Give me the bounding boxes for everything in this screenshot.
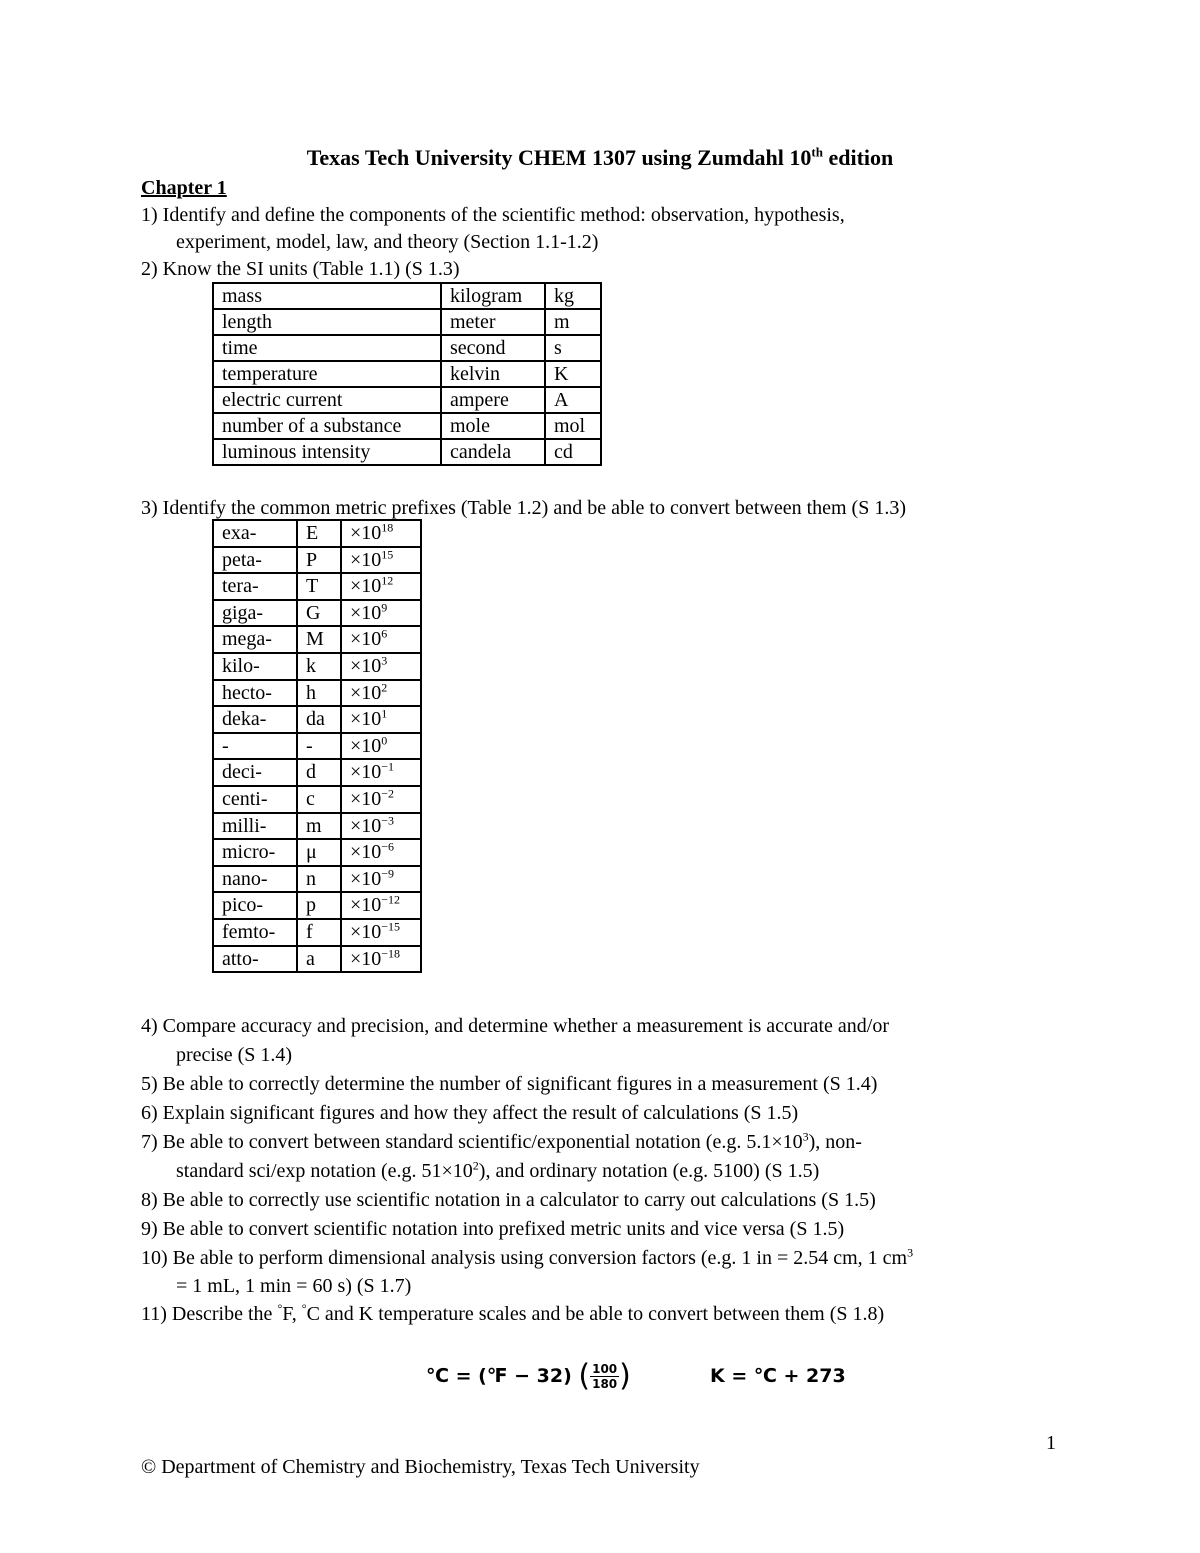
si-units-row (213, 309, 601, 335)
objective-4-line-2: precise (S 1.4) (176, 1044, 293, 1066)
prefix-symbol-cell: k (297, 653, 341, 680)
prefix-row (213, 706, 421, 733)
si-units-row (213, 335, 601, 361)
prefix-row (213, 547, 421, 574)
objective-2: 2) Know the SI units (Table 1.1) (S 1.3) (141, 258, 460, 280)
si-quantity-cell: number of a substance (213, 413, 441, 439)
prefix-factor-cell: $\times 10^{-3}$ (341, 813, 421, 840)
prefix-factor-cell: $\times 10^{12}$ (341, 573, 421, 600)
prefix-name-cell: femto- (213, 919, 297, 946)
prefix-factor-cell: $\times 10^{-18}$ (341, 946, 421, 973)
metric-prefix-table (212, 519, 422, 973)
objective-6: 6) Explain significant figures and how they affect the result of calculations (S 1.5) (141, 1102, 799, 1124)
si-unit-symbol-cell: K (545, 361, 601, 387)
si-unit-symbol-cell: m (545, 309, 601, 335)
prefix-symbol-cell: f (297, 919, 341, 946)
prefix-name-cell: kilo- (213, 653, 297, 680)
equation-paren: ( (578, 1358, 591, 1394)
objective-4-line-1: 4) Compare accuracy and precision, and determine whether a measurement is accurate and/or (141, 1015, 889, 1037)
si-quantity-cell: luminous intensity (213, 439, 441, 465)
si-unit-name-cell: candela (441, 439, 545, 465)
objective-9: 9) Be able to convert scientific notation into prefixed metric units and vice versa (S 1.5) (141, 1218, 845, 1240)
prefix-name-cell: hecto- (213, 680, 297, 707)
prefix-factor-cell: $\times 10^{-12}$ (341, 892, 421, 919)
prefix-symbol-cell: M (297, 626, 341, 653)
prefix-symbol-cell: da (297, 706, 341, 733)
prefix-row (213, 919, 421, 946)
prefix-symbol-cell: d (297, 759, 341, 786)
prefix-symbol-cell: c (297, 786, 341, 813)
celsius-conversion-equation: ℃ = (℉ − 32) ( $\frac{100}{180}$ ) (426, 1358, 631, 1394)
prefix-name-cell: exa- (213, 520, 297, 547)
prefix-name-cell: deci- (213, 759, 297, 786)
prefix-row (213, 946, 421, 973)
si-unit-symbol-cell: A (545, 387, 601, 413)
prefix-name-cell: peta- (213, 547, 297, 574)
si-quantity-cell: length (213, 309, 441, 335)
si-quantity-cell: time (213, 335, 441, 361)
equation-paren: ) (619, 1358, 631, 1394)
prefix-name-cell: atto- (213, 946, 297, 973)
prefix-row (213, 759, 421, 786)
fraction: $\frac{100}{180}$ (592, 1362, 618, 1391)
prefix-name-cell: - (213, 733, 297, 760)
prefix-symbol-cell: μ (297, 839, 341, 866)
prefix-row (213, 866, 421, 893)
prefix-symbol-cell: m (297, 813, 341, 840)
prefix-factor-cell: $\times 10^0$ (341, 733, 421, 760)
prefix-name-cell: tera- (213, 573, 297, 600)
prefix-factor-cell: $\times 10^1$ (341, 706, 421, 733)
prefix-row (213, 786, 421, 813)
si-quantity-cell: mass (213, 283, 441, 309)
page-title: Texas Tech University CHEM 1307 using Zumdahl 10th edition (306, 144, 894, 170)
objective-7-line-1: 7) Be able to convert between standard scientific/exponential notation (e.g. $5.1\times 10^3$), non- (141, 1129, 862, 1153)
si-quantity-cell: electric current (213, 387, 441, 413)
prefix-name-cell: centi- (213, 786, 297, 813)
si-unit-name-cell: kilogram (441, 283, 545, 309)
objective-1-line-2: experiment, model, law, and theory (Section 1.1-1.2) (176, 231, 599, 253)
si-units-row (213, 387, 601, 413)
si-unit-name-cell: second (441, 335, 545, 361)
prefix-name-cell: nano- (213, 866, 297, 893)
prefix-row (213, 680, 421, 707)
prefix-factor-cell: $\times 10^{-6}$ (341, 839, 421, 866)
prefix-name-cell: micro- (213, 839, 297, 866)
prefix-factor-cell: $\times 10^{-15}$ (341, 919, 421, 946)
prefix-factor-cell: $\times 10^2$ (341, 680, 421, 707)
prefix-name-cell: milli- (213, 813, 297, 840)
prefix-symbol-cell: p (297, 892, 341, 919)
objective-11: 11) Describe the °F, °C and K temperature scales and be able to convert between them (S 1.8) (141, 1301, 885, 1325)
objective-7-line-2: standard sci/exp notation (e.g. $51\times 10^2$), and ordinary notation (e.g. 5100) (S 1.5) (176, 1158, 820, 1182)
prefix-row (213, 733, 421, 760)
prefix-row (213, 573, 421, 600)
prefix-symbol-cell: P (297, 547, 341, 574)
chapter-heading: Chapter 1 (141, 177, 227, 199)
prefix-symbol-cell: a (297, 946, 341, 973)
objective-10-line-1: 10) Be able to perform dimensional analysis using conversion factors (e.g. 1 in = 2.54 cm, 1 $cm^3$ (141, 1245, 914, 1269)
footer-copyright: © Department of Chemistry and Biochemistry, Texas Tech University (141, 1456, 700, 1478)
si-units-row (213, 413, 601, 439)
prefix-factor-cell: $\times 10^6$ (341, 626, 421, 653)
si-unit-name-cell: mole (441, 413, 545, 439)
si-units-row (213, 361, 601, 387)
si-unit-name-cell: ampere (441, 387, 545, 413)
si-unit-symbol-cell: cd (545, 439, 601, 465)
prefix-symbol-cell: h (297, 680, 341, 707)
prefix-name-cell: mega- (213, 626, 297, 653)
prefix-factor-cell: $\times 10^{15}$ (341, 547, 421, 574)
si-unit-name-cell: meter (441, 309, 545, 335)
prefix-name-cell: pico- (213, 892, 297, 919)
prefix-symbol-cell: - (297, 733, 341, 760)
prefix-name-cell: deka- (213, 706, 297, 733)
prefix-row (213, 600, 421, 627)
si-units-table (212, 282, 602, 466)
prefix-row (213, 892, 421, 919)
page-number: 1 (1046, 1432, 1056, 1454)
objective-3: 3) Identify the common metric prefixes (Table 1.2) and be able to convert between them (S 1.3) (141, 497, 906, 519)
prefix-row (213, 520, 421, 547)
si-units-row (213, 439, 601, 465)
kelvin-conversion-equation: K = ℃ + 273 (710, 1365, 846, 1387)
prefix-factor-cell: $\times 10^3$ (341, 653, 421, 680)
prefix-factor-cell: $\times 10^{-2}$ (341, 786, 421, 813)
prefix-symbol-cell: G (297, 600, 341, 627)
prefix-name-cell: giga- (213, 600, 297, 627)
si-unit-symbol-cell: kg (545, 283, 601, 309)
prefix-symbol-cell: T (297, 573, 341, 600)
objective-10-line-2: = 1 mL, 1 min = 60 s) (S 1.7) (176, 1275, 412, 1297)
prefix-row (213, 653, 421, 680)
si-unit-symbol-cell: s (545, 335, 601, 361)
prefix-factor-cell: $\times 10^{-9}$ (341, 866, 421, 893)
objective-5: 5) Be able to correctly determine the number of significant figures in a measurement (S 1.4) (141, 1073, 878, 1095)
si-quantity-cell: temperature (213, 361, 441, 387)
si-unit-symbol-cell: mol (545, 413, 601, 439)
prefix-row (213, 839, 421, 866)
si-units-row (213, 283, 601, 309)
objective-1-line-1: 1) Identify and define the components of the scientific method: observation, hypothesis, (141, 204, 845, 226)
objective-8: 8) Be able to correctly use scientific notation in a calculator to carry out calculations (S 1.5) (141, 1189, 876, 1211)
prefix-factor-cell: $\times 10^{18}$ (341, 520, 421, 547)
prefix-symbol-cell: n (297, 866, 341, 893)
prefix-row (213, 626, 421, 653)
prefix-factor-cell: $\times 10^9$ (341, 600, 421, 627)
prefix-row (213, 813, 421, 840)
si-unit-name-cell: kelvin (441, 361, 545, 387)
prefix-factor-cell: $\times 10^{-1}$ (341, 759, 421, 786)
prefix-symbol-cell: E (297, 520, 341, 547)
